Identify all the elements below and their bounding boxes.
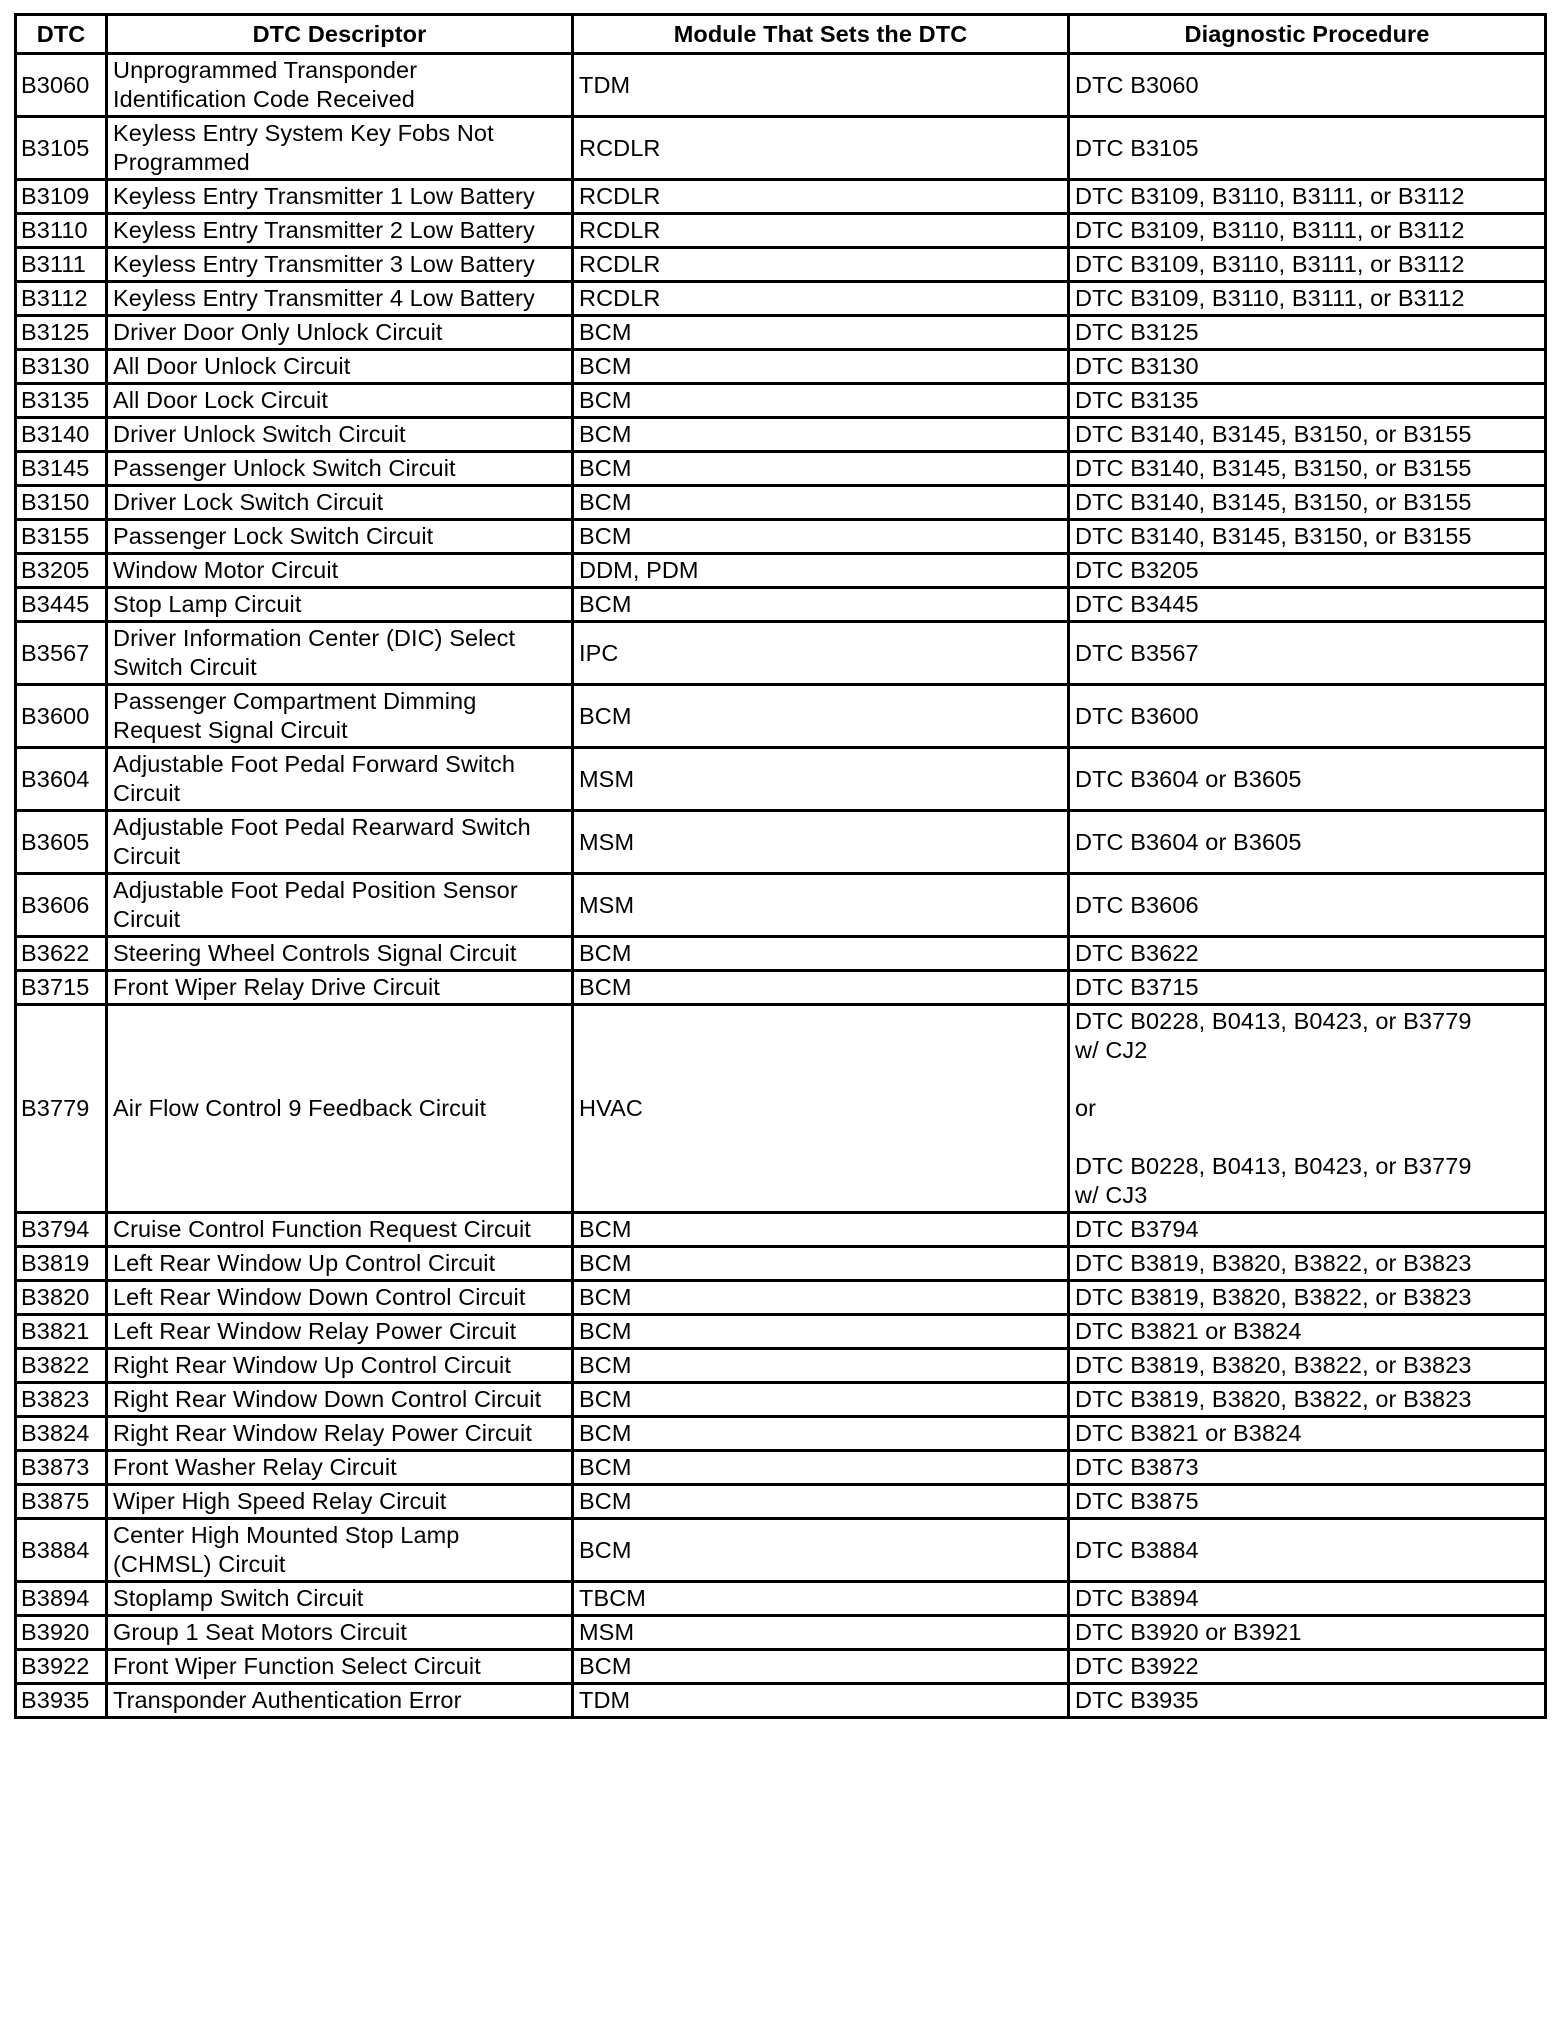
procedure-cell: DTC B3922 xyxy=(1069,1650,1546,1684)
module-cell: BCM xyxy=(573,1451,1069,1485)
table-row xyxy=(16,180,1546,214)
module-cell: RCDLR xyxy=(573,282,1069,316)
table-row xyxy=(16,1349,1546,1383)
procedure-cell: DTC B3109, B3110, B3111, or B3112 xyxy=(1069,282,1546,316)
procedure-cell: DTC B3109, B3110, B3111, or B3112 xyxy=(1069,214,1546,248)
dtc-code-cell: B3135 xyxy=(16,384,107,418)
table-row xyxy=(16,452,1546,486)
header-row xyxy=(16,15,1546,54)
dtc-descriptor-cell: Right Rear Window Up Control Circuit xyxy=(107,1349,573,1383)
procedure-cell: DTC B3130 xyxy=(1069,350,1546,384)
table-row xyxy=(16,622,1546,685)
dtc-descriptor-cell: Adjustable Foot Pedal Position Sensor Circuit xyxy=(107,874,573,937)
table-row xyxy=(16,1616,1546,1650)
procedure-cell: DTC B3821 or B3824 xyxy=(1069,1315,1546,1349)
table-row xyxy=(16,316,1546,350)
procedure-cell: DTC B3622 xyxy=(1069,937,1546,971)
procedure-cell: DTC B3135 xyxy=(1069,384,1546,418)
table-row xyxy=(16,1582,1546,1616)
header-dtc: DTC xyxy=(16,15,107,54)
dtc-code-cell: B3819 xyxy=(16,1247,107,1281)
module-cell: BCM xyxy=(573,384,1069,418)
dtc-code-cell: B3109 xyxy=(16,180,107,214)
dtc-code-cell: B3567 xyxy=(16,622,107,685)
table-row xyxy=(16,1417,1546,1451)
procedure-cell: DTC B3894 xyxy=(1069,1582,1546,1616)
procedure-cell: DTC B3060 xyxy=(1069,54,1546,117)
dtc-descriptor-cell: Adjustable Foot Pedal Rearward Switch Circuit xyxy=(107,811,573,874)
dtc-table xyxy=(14,13,1547,1719)
table-row xyxy=(16,1281,1546,1315)
dtc-code-cell: B3935 xyxy=(16,1684,107,1718)
table-row xyxy=(16,1213,1546,1247)
dtc-code-cell: B3894 xyxy=(16,1582,107,1616)
procedure-cell: DTC B3125 xyxy=(1069,316,1546,350)
table-row xyxy=(16,1650,1546,1684)
dtc-code-cell: B3622 xyxy=(16,937,107,971)
module-cell: TDM xyxy=(573,54,1069,117)
dtc-descriptor-cell: Left Rear Window Relay Power Circuit xyxy=(107,1315,573,1349)
module-cell: BCM xyxy=(573,1650,1069,1684)
module-cell: IPC xyxy=(573,622,1069,685)
module-cell: RCDLR xyxy=(573,180,1069,214)
module-cell: BCM xyxy=(573,1247,1069,1281)
dtc-descriptor-cell: Front Washer Relay Circuit xyxy=(107,1451,573,1485)
table-row xyxy=(16,971,1546,1005)
module-cell: MSM xyxy=(573,811,1069,874)
dtc-descriptor-cell: Cruise Control Function Request Circuit xyxy=(107,1213,573,1247)
procedure-cell: DTC B3604 or B3605 xyxy=(1069,811,1546,874)
dtc-descriptor-cell: Unprogrammed Transponder Identification Code Received xyxy=(107,54,573,117)
procedure-cell: DTC B3794 xyxy=(1069,1213,1546,1247)
procedure-cell: DTC B3140, B3145, B3150, or B3155 xyxy=(1069,486,1546,520)
table-row xyxy=(16,214,1546,248)
table-header xyxy=(16,15,1546,54)
procedure-cell: DTC B3604 or B3605 xyxy=(1069,748,1546,811)
dtc-code-cell: B3110 xyxy=(16,214,107,248)
dtc-descriptor-cell: All Door Unlock Circuit xyxy=(107,350,573,384)
dtc-descriptor-cell: Passenger Unlock Switch Circuit xyxy=(107,452,573,486)
dtc-descriptor-cell: Keyless Entry Transmitter 2 Low Battery xyxy=(107,214,573,248)
table-row xyxy=(16,1315,1546,1349)
module-cell: TDM xyxy=(573,1684,1069,1718)
module-cell: DDM, PDM xyxy=(573,554,1069,588)
dtc-code-cell: B3823 xyxy=(16,1383,107,1417)
dtc-descriptor-cell: Keyless Entry System Key Fobs Not Programmed xyxy=(107,117,573,180)
module-cell: BCM xyxy=(573,685,1069,748)
table-row xyxy=(16,384,1546,418)
table-row xyxy=(16,874,1546,937)
header-procedure: Diagnostic Procedure xyxy=(1069,15,1546,54)
module-cell: BCM xyxy=(573,1485,1069,1519)
procedure-cell: DTC B3819, B3820, B3822, or B3823 xyxy=(1069,1349,1546,1383)
module-cell: BCM xyxy=(573,452,1069,486)
module-cell: BCM xyxy=(573,971,1069,1005)
dtc-descriptor-cell: Air Flow Control 9 Feedback Circuit xyxy=(107,1005,573,1213)
table-row xyxy=(16,350,1546,384)
module-cell: RCDLR xyxy=(573,214,1069,248)
module-cell: BCM xyxy=(573,316,1069,350)
dtc-code-cell: B3604 xyxy=(16,748,107,811)
dtc-code-cell: B3205 xyxy=(16,554,107,588)
table-row xyxy=(16,520,1546,554)
dtc-code-cell: B3824 xyxy=(16,1417,107,1451)
procedure-cell: DTC B3884 xyxy=(1069,1519,1546,1582)
procedure-cell: DTC B3819, B3820, B3822, or B3823 xyxy=(1069,1383,1546,1417)
dtc-descriptor-cell: Transponder Authentication Error xyxy=(107,1684,573,1718)
table-row xyxy=(16,248,1546,282)
dtc-code-cell: B3875 xyxy=(16,1485,107,1519)
module-cell: MSM xyxy=(573,874,1069,937)
dtc-descriptor-cell: Keyless Entry Transmitter 3 Low Battery xyxy=(107,248,573,282)
dtc-code-cell: B3155 xyxy=(16,520,107,554)
dtc-code-cell: B3821 xyxy=(16,1315,107,1349)
dtc-code-cell: B3873 xyxy=(16,1451,107,1485)
module-cell: BCM xyxy=(573,1281,1069,1315)
procedure-cell: DTC B3935 xyxy=(1069,1684,1546,1718)
table-row xyxy=(16,1684,1546,1718)
table-row xyxy=(16,588,1546,622)
table-body xyxy=(16,54,1546,1718)
module-cell: TBCM xyxy=(573,1582,1069,1616)
dtc-descriptor-cell: Left Rear Window Down Control Circuit xyxy=(107,1281,573,1315)
dtc-code-cell: B3605 xyxy=(16,811,107,874)
dtc-descriptor-cell: Driver Door Only Unlock Circuit xyxy=(107,316,573,350)
table-row xyxy=(16,937,1546,971)
dtc-descriptor-cell: Driver Lock Switch Circuit xyxy=(107,486,573,520)
dtc-code-cell: B3125 xyxy=(16,316,107,350)
dtc-code-cell: B3130 xyxy=(16,350,107,384)
table-row xyxy=(16,554,1546,588)
procedure-cell: DTC B3567 xyxy=(1069,622,1546,685)
dtc-descriptor-cell: Stoplamp Switch Circuit xyxy=(107,1582,573,1616)
module-cell: BCM xyxy=(573,937,1069,971)
module-cell: BCM xyxy=(573,520,1069,554)
dtc-descriptor-cell: Center High Mounted Stop Lamp (CHMSL) Circuit xyxy=(107,1519,573,1582)
module-cell: BCM xyxy=(573,1417,1069,1451)
procedure-cell: DTC B3606 xyxy=(1069,874,1546,937)
dtc-code-cell: B3060 xyxy=(16,54,107,117)
dtc-descriptor-cell: Wiper High Speed Relay Circuit xyxy=(107,1485,573,1519)
dtc-code-cell: B3715 xyxy=(16,971,107,1005)
module-cell: BCM xyxy=(573,1315,1069,1349)
dtc-descriptor-cell: Stop Lamp Circuit xyxy=(107,588,573,622)
table-row xyxy=(16,1005,1546,1213)
dtc-code-cell: B3111 xyxy=(16,248,107,282)
dtc-descriptor-cell: Keyless Entry Transmitter 1 Low Battery xyxy=(107,180,573,214)
table-row xyxy=(16,54,1546,117)
dtc-code-cell: B3145 xyxy=(16,452,107,486)
dtc-descriptor-cell: Right Rear Window Down Control Circuit xyxy=(107,1383,573,1417)
module-cell: MSM xyxy=(573,748,1069,811)
dtc-code-cell: B3600 xyxy=(16,685,107,748)
table-row xyxy=(16,811,1546,874)
table-row xyxy=(16,418,1546,452)
dtc-code-cell: B3105 xyxy=(16,117,107,180)
procedure-cell: DTC B3819, B3820, B3822, or B3823 xyxy=(1069,1281,1546,1315)
dtc-code-cell: B3779 xyxy=(16,1005,107,1213)
table-row xyxy=(16,748,1546,811)
procedure-cell: DTC B0228, B0413, B0423, or B3779 w/ CJ2 or DTC B0228, B0413, B0423, or B3779 w/ CJ3 xyxy=(1069,1005,1546,1213)
dtc-descriptor-cell: All Door Lock Circuit xyxy=(107,384,573,418)
procedure-cell: DTC B3105 xyxy=(1069,117,1546,180)
procedure-cell: DTC B3873 xyxy=(1069,1451,1546,1485)
module-cell: MSM xyxy=(573,1616,1069,1650)
procedure-cell: DTC B3875 xyxy=(1069,1485,1546,1519)
dtc-code-cell: B3112 xyxy=(16,282,107,316)
module-cell: BCM xyxy=(573,418,1069,452)
module-cell: BCM xyxy=(573,588,1069,622)
dtc-descriptor-cell: Steering Wheel Controls Signal Circuit xyxy=(107,937,573,971)
dtc-descriptor-cell: Window Motor Circuit xyxy=(107,554,573,588)
table-row xyxy=(16,1247,1546,1281)
table-row xyxy=(16,685,1546,748)
dtc-descriptor-cell: Driver Information Center (DIC) Select Switch Circuit xyxy=(107,622,573,685)
procedure-cell: DTC B3445 xyxy=(1069,588,1546,622)
dtc-descriptor-cell: Right Rear Window Relay Power Circuit xyxy=(107,1417,573,1451)
module-cell: BCM xyxy=(573,1519,1069,1582)
module-cell: BCM xyxy=(573,1349,1069,1383)
procedure-cell: DTC B3715 xyxy=(1069,971,1546,1005)
dtc-descriptor-cell: Front Wiper Relay Drive Circuit xyxy=(107,971,573,1005)
dtc-descriptor-cell: Left Rear Window Up Control Circuit xyxy=(107,1247,573,1281)
module-cell: BCM xyxy=(573,1383,1069,1417)
module-cell: HVAC xyxy=(573,1005,1069,1213)
dtc-code-cell: B3822 xyxy=(16,1349,107,1383)
table-row xyxy=(16,1451,1546,1485)
procedure-cell: DTC B3600 xyxy=(1069,685,1546,748)
dtc-code-cell: B3820 xyxy=(16,1281,107,1315)
dtc-code-cell: B3150 xyxy=(16,486,107,520)
procedure-cell: DTC B3140, B3145, B3150, or B3155 xyxy=(1069,418,1546,452)
dtc-descriptor-cell: Passenger Lock Switch Circuit xyxy=(107,520,573,554)
procedure-cell: DTC B3821 or B3824 xyxy=(1069,1417,1546,1451)
table-row xyxy=(16,1519,1546,1582)
procedure-cell: DTC B3140, B3145, B3150, or B3155 xyxy=(1069,452,1546,486)
procedure-cell: DTC B3920 or B3921 xyxy=(1069,1616,1546,1650)
header-descriptor: DTC Descriptor xyxy=(107,15,573,54)
dtc-descriptor-cell: Passenger Compartment Dimming Request Signal Circuit xyxy=(107,685,573,748)
module-cell: RCDLR xyxy=(573,117,1069,180)
dtc-code-cell: B3884 xyxy=(16,1519,107,1582)
dtc-descriptor-cell: Keyless Entry Transmitter 4 Low Battery xyxy=(107,282,573,316)
dtc-code-cell: B3794 xyxy=(16,1213,107,1247)
table-row xyxy=(16,1383,1546,1417)
dtc-descriptor-cell: Group 1 Seat Motors Circuit xyxy=(107,1616,573,1650)
dtc-descriptor-cell: Front Wiper Function Select Circuit xyxy=(107,1650,573,1684)
dtc-descriptor-cell: Driver Unlock Switch Circuit xyxy=(107,418,573,452)
procedure-cell: DTC B3205 xyxy=(1069,554,1546,588)
module-cell: BCM xyxy=(573,350,1069,384)
dtc-code-cell: B3445 xyxy=(16,588,107,622)
header-module: Module That Sets the DTC xyxy=(573,15,1069,54)
procedure-cell: DTC B3109, B3110, B3111, or B3112 xyxy=(1069,248,1546,282)
procedure-cell: DTC B3109, B3110, B3111, or B3112 xyxy=(1069,180,1546,214)
module-cell: BCM xyxy=(573,486,1069,520)
procedure-cell: DTC B3819, B3820, B3822, or B3823 xyxy=(1069,1247,1546,1281)
module-cell: RCDLR xyxy=(573,248,1069,282)
table-row xyxy=(16,282,1546,316)
dtc-code-cell: B3140 xyxy=(16,418,107,452)
dtc-code-cell: B3606 xyxy=(16,874,107,937)
dtc-code-cell: B3922 xyxy=(16,1650,107,1684)
module-cell: BCM xyxy=(573,1213,1069,1247)
table-row xyxy=(16,486,1546,520)
procedure-cell: DTC B3140, B3145, B3150, or B3155 xyxy=(1069,520,1546,554)
dtc-descriptor-cell: Adjustable Foot Pedal Forward Switch Circuit xyxy=(107,748,573,811)
table-row xyxy=(16,1485,1546,1519)
dtc-code-cell: B3920 xyxy=(16,1616,107,1650)
table-row xyxy=(16,117,1546,180)
